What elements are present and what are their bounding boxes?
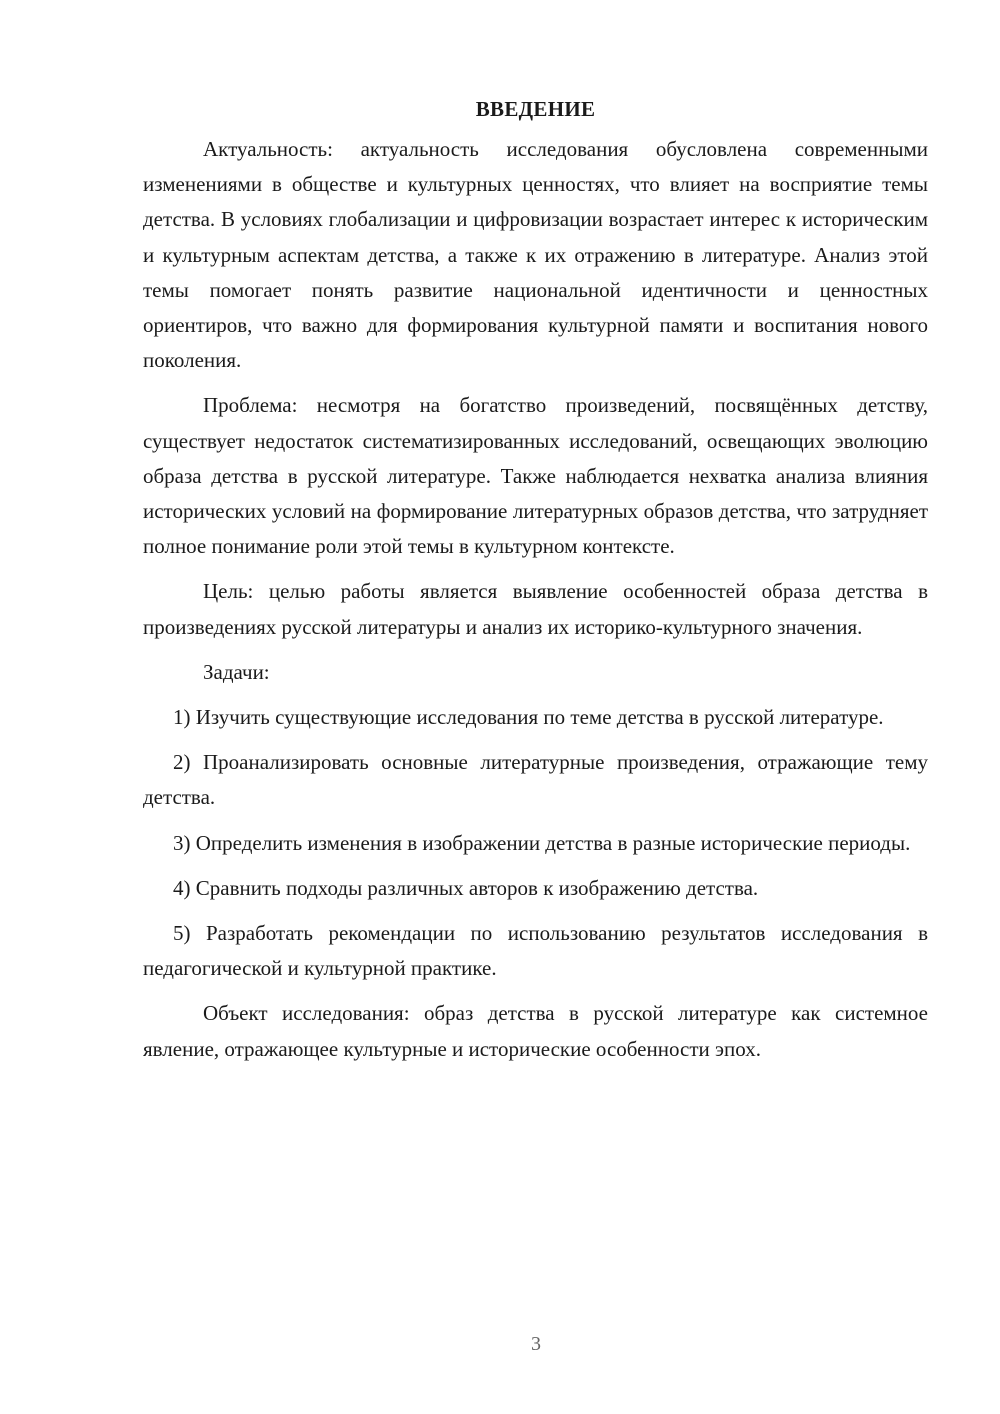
task-item-5: 5) Разработать рекомендации по использованию результатов исследования в педагогической и культурной практике.: [143, 921, 928, 981]
task-item-4: 4) Сравнить подходы различных авторов к изображению детства.: [173, 875, 759, 900]
page-number: 3: [531, 1333, 541, 1355]
section-title: ВВЕДЕНИЕ: [475, 97, 596, 121]
relevance-paragraph: Актуальность: актуальность исследования обусловлена современными изменениями в обществе и культурных ценностях, что влияет на восприятие темы детства. В условиях глобализации и цифровизации возрастает интерес к историческим и культурным аспектам детства, а также к их отражению в литературе. Анализ этой темы помогает понять развитие национальной идентичности и ценностных ориентиров, что важно для формирования культурной памяти и воспитания нового поколения.: [143, 137, 928, 373]
object-paragraph: Объект исследования: образ детства в русской литературе как системное явление, отражающее культурные и исторические особенности эпох.: [143, 1001, 928, 1061]
document-page: [143, 92, 928, 1067]
task-item-3: 3) Определить изменения в изображении детства в разные исторические периоды.: [173, 830, 911, 855]
problem-paragraph: Проблема: несмотря на богатство произведений, посвящённых детству, существует недостаток систематизированных исследований, освещающих эволюцию образа детства в русской литературе. Также наблюдается нехватка анализа влияния исторических условий на формирование литературных образов детства, что затрудняет полное понимание роли этой темы в культурном контексте.: [143, 393, 928, 559]
task-item-1: 1) Изучить существующие исследования по теме детства в русской литературе.: [173, 705, 884, 730]
tasks-heading: Задачи:: [203, 659, 270, 684]
goal-paragraph: Цель: целью работы является выявление особенностей образа детства в произведениях русской литературы и анализ их историко-культурного значения.: [143, 579, 928, 639]
task-item-2: 2) Проанализировать основные литературные произведения, отражающие тему детства.: [143, 750, 928, 810]
